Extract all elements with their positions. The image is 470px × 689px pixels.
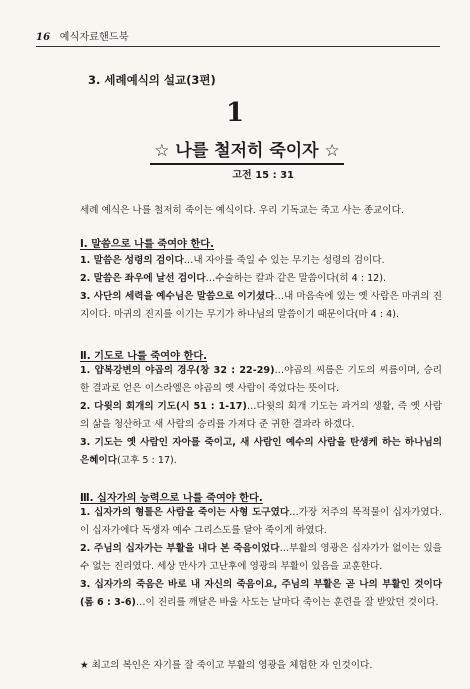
list-item [80,288,442,324]
section-items-3 [80,504,442,612]
section-heading-2: Ⅱ. 기도로 나를 죽여야 한다. [80,351,208,362]
section-heading-3: Ⅲ. 십자가의 능력으로 나를 죽여야 한다. [80,493,263,504]
item-text: …이 진리를 깨달은 바울 사도는 날마다 죽이는 훈련을 잘 받았던 것이다. [135,597,439,608]
item-lead: 2. 주님의 십자가는 부활을 내다 본 죽음이었다 [80,543,280,554]
item-text: …다윗의 회개 기도는 과거의 생활, 즉 옛 사람의 삶을 청산하고 새 사람의 승리를 가져다 준 귀한 결과라 하겠다. [80,401,443,430]
list-item [80,434,442,470]
item-lead: 3. 십자가의 죽음은 바로 내 자신의 죽음이요, 주님의 부활은 곧 나의 부활인 것이다(롬 6 : 3-6) [80,579,442,608]
item-lead: 1. 말씀은 성령의 검이다 [80,255,184,266]
scripture-reference: 고전 15 : 31 [232,170,294,181]
item-lead: 3. 사단의 세력을 예수님은 말씀으로 이기셨다 [80,291,275,302]
item-text: …가장 저주의 목적물이 십자가였다. 이 십자가에다 독생자 예수 그리스도를 달아 죽이게 하였다. [80,507,442,536]
item-lead: 1. 십자가의 형틀은 사람을 죽이는 사형 도구였다 [80,507,290,518]
list-item [80,540,442,576]
list-item [80,504,442,540]
item-text: …야곱의 씨름은 기도의 씨름이며, 승리한 결과로 얻은 이스라엘은 야곱의 옛 사람이 죽었다는 뜻이다. [80,365,442,394]
section-items-2 [80,362,442,470]
intro-paragraph: 세례 예식은 나를 철저히 죽이는 예식이다. 우리 기독교는 죽고 사는 종교이다. [80,205,404,216]
list-item [80,398,442,434]
header-divider [36,46,440,47]
closing-note: ★ 최고의 복인은 자기를 잘 죽이고 부활의 영광을 체험한 자 인것이다. [80,660,373,671]
book-title: 예식자료핸드북 [59,32,129,43]
item-text: …부활의 영광은 십자가가 없이는 있을 수 없는 진리였다. 세상 만사가 고난후에 영광의 부활이 있음을 교훈한다. [80,543,442,572]
running-header [36,28,129,43]
list-item [80,270,442,288]
section-heading-1: Ⅰ. 말씀으로 나를 죽여야 한다. [80,239,214,250]
chapter-title: ☆ 나를 철저히 죽이자 ☆ [150,136,344,165]
chapter-number: 1 [225,98,245,128]
list-item [80,576,442,612]
item-lead: 1. 얍복강변의 야곱의 경우(창 32 : 22-29) [80,365,275,376]
list-item [80,252,442,270]
series-label: 3. 세례예식의 설교(3편) [88,73,216,87]
item-text: (고후 5 : 17). [117,455,177,466]
item-text: …내 자아를 죽일 수 있는 무기는 성령의 검이다. [183,255,385,266]
item-lead: 2. 말씀은 좌우에 날선 검이다 [80,273,206,284]
page-number: 16 [36,32,51,43]
item-text: …내 마음속에 있는 옛 사람은 마귀의 진지이다. 마귀의 진지를 이기는 무기가 하나님의 말씀이기 때문이다(마 4 : 4). [80,291,442,320]
item-lead: 2. 다윗의 회개의 기도(시 51 : 1-17) [80,401,247,412]
item-lead: 3. 기도는 옛 사람인 자아를 죽이고, 새 사람인 예수의 사람을 탄생케 하는 하나님의 은혜이다 [80,437,442,466]
list-item [80,362,442,398]
item-text: …수술하는 칼과 같은 말씀이다(히 4 : 12). [205,273,387,284]
section-items-1 [80,252,442,324]
